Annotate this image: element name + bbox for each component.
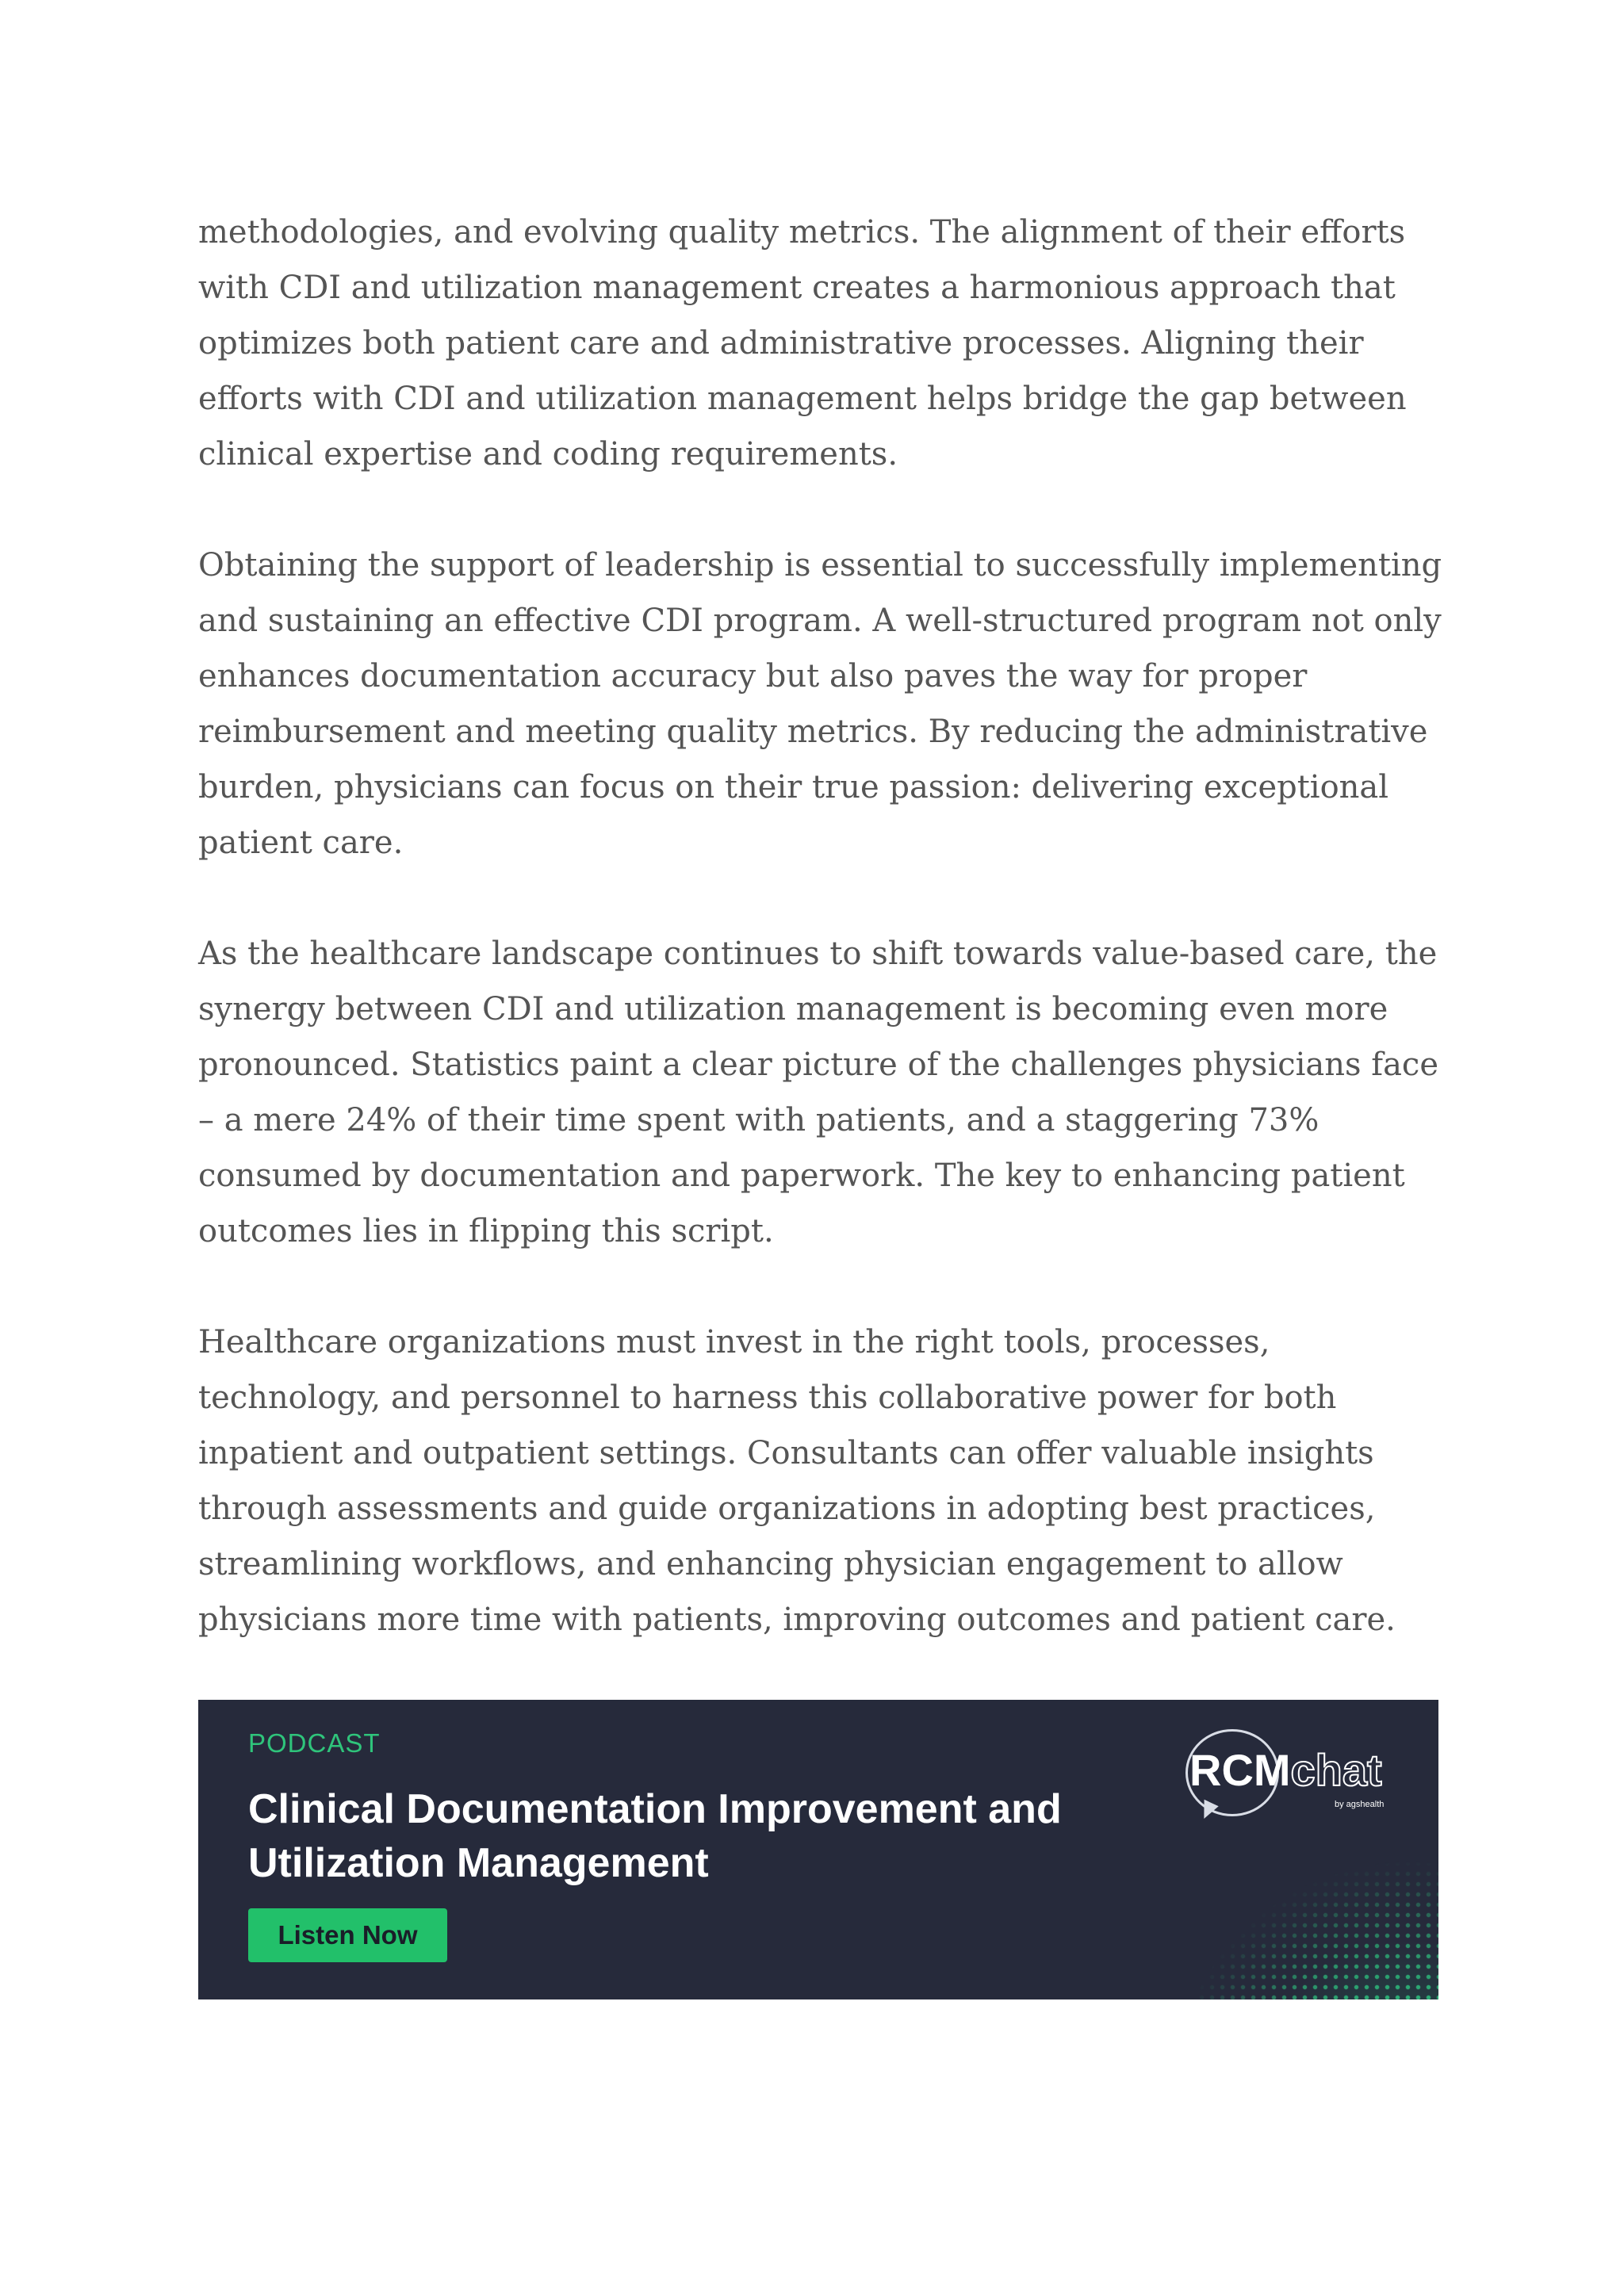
logo-rcm: RCM <box>1189 1745 1291 1795</box>
paragraph: Healthcare organizations must invest in the right tools, processes, technology, and personnel to harness this collaborative power for both inpatient and outpatient settings. Consultants can offer valuable insights through assessments and guide organizations in adopting best practices, streamlining workflows, and enhancing physician engagement to allow physicians more time with patients, improving outcomes and patient care. <box>198 1324 1396 1638</box>
listen-now-button[interactable]: Listen Now <box>248 1908 447 1962</box>
article-body <box>198 205 1443 1703</box>
paragraph: Obtaining the support of leadership is essential to successfully implementing and sustaining an effective CDI program. A well-structured program not only enhances documentation accuracy but also paves the way for proper reimbursement and meeting quality metrics. By reducing the administrative burden, physicians can focus on their true passion: delivering exceptional patient care. <box>198 547 1442 861</box>
paragraph: methodologies, and evolving quality metrics. The alignment of their efforts with CDI and utilization management creates a harmonious approach that optimizes both patient care and administrative processes. Aligning their efforts with CDI and utilization management helps bridge the gap between clinical expertise and coding requirements. <box>198 214 1407 473</box>
logo-chat: chat <box>1290 1745 1382 1795</box>
paragraph: As the healthcare landscape continues to shift towards value-based care, the synergy between CDI and utilization management is becoming even more pronounced. Statistics paint a clear picture of the challenges physicians face – a mere 24% of their time spent with patients, and a staggering 73% consumed by documentation and paperwork. The key to enhancing patient outcomes lies in flipping this script. <box>198 936 1439 1249</box>
logo-byline: by agshealth <box>1335 1800 1385 1809</box>
rcmchat-logo <box>1185 1728 1423 1823</box>
podcast-label: PODCAST <box>248 1728 381 1758</box>
podcast-banner[interactable] <box>198 1700 1438 1999</box>
dotted-wave-decoration <box>1166 1858 1438 1999</box>
podcast-title: Clinical Documentation Improvement and Utilization Management <box>248 1786 1062 1886</box>
logo-wordmark <box>1189 1745 1382 1796</box>
